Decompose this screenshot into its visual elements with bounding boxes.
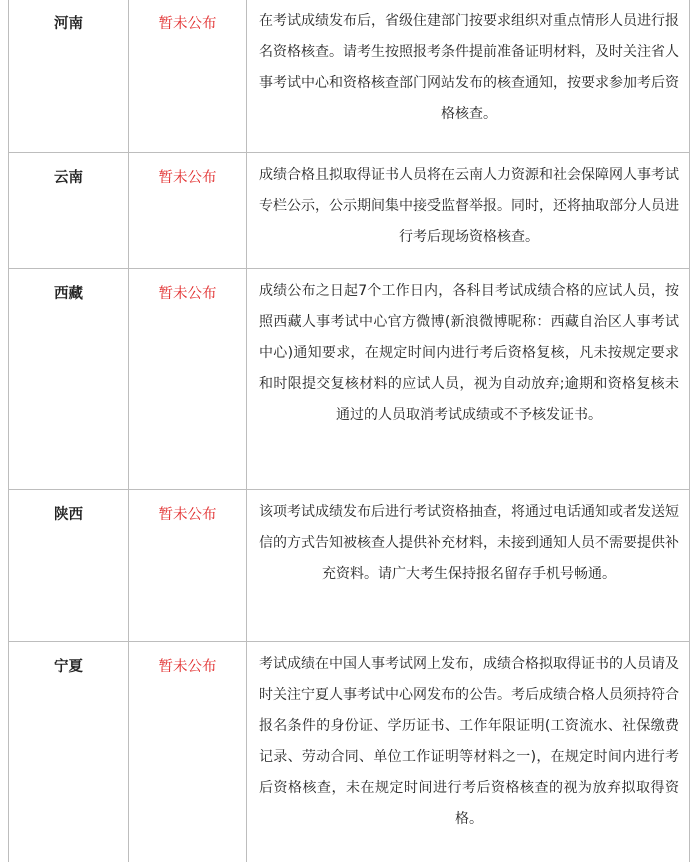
province-table bbox=[8, 0, 690, 862]
description-text: 该项考试成绩发布后进行考试资格抽查，将通过电话通知或者发送短信的方式告知被核查人提供补充材料，未接到通知人员不需要提供补充资料。请广大考生保持报名留存手机号畅通。 bbox=[259, 504, 679, 582]
table-row bbox=[9, 268, 689, 489]
table-row bbox=[9, 641, 689, 862]
province-name: 西藏 bbox=[9, 269, 129, 489]
description-text: 考试成绩在中国人事考试网上发布，成绩合格拟取得证书的人员请及时关注宁夏人事考试中心网发布的公告。考后成绩合格人员须持符合报名条件的身份证、学历证书、工作年限证明(工资流水、社保缴费记录、劳动合同、单位工作证明等材料之一)，在规定时间内进行考后资格核查，未在规定时间进行考后资格核查的视为放弃拟取得资格。 bbox=[259, 656, 679, 827]
status-label: 暂未公布 bbox=[129, 490, 247, 641]
description-text: 成绩公布之日起7个工作日内，各科目考试成绩合格的应试人员，按照西藏人事考试中心官方微博(新浪微博昵称：西藏自治区人事考试中心)通知要求，在规定时间内进行考后资格复核，凡未按规定要求和时限提交复核材料的应试人员，视为自动放弃;逾期和资格复核未通过的人员取消考试成绩或不予核发证书。 bbox=[259, 283, 679, 423]
description-text: 成绩合格且拟取得证书人员将在云南人力资源和社会保障网人事考试专栏公示，公示期间集中接受监督举报。同时，还将抽取部分人员进行考后现场资格核查。 bbox=[259, 167, 679, 245]
province-name: 宁夏 bbox=[9, 642, 129, 862]
table-row bbox=[9, 152, 689, 268]
province-name: 河南 bbox=[9, 0, 129, 152]
description-text: 在考试成绩发布后，省级住建部门按要求组织对重点情形人员进行报名资格核查。请考生按照报考条件提前准备证明材料，及时关注省人事考试中心和资格核查部门网站发布的核查通知，按要求参加考后资格核查。 bbox=[259, 13, 679, 122]
status-label: 暂未公布 bbox=[129, 642, 247, 862]
table-row bbox=[9, 489, 689, 641]
status-label: 暂未公布 bbox=[129, 0, 247, 152]
province-name: 云南 bbox=[9, 153, 129, 268]
status-label: 暂未公布 bbox=[129, 269, 247, 489]
province-name: 陕西 bbox=[9, 490, 129, 641]
table-row bbox=[9, 0, 689, 152]
status-label: 暂未公布 bbox=[129, 153, 247, 268]
